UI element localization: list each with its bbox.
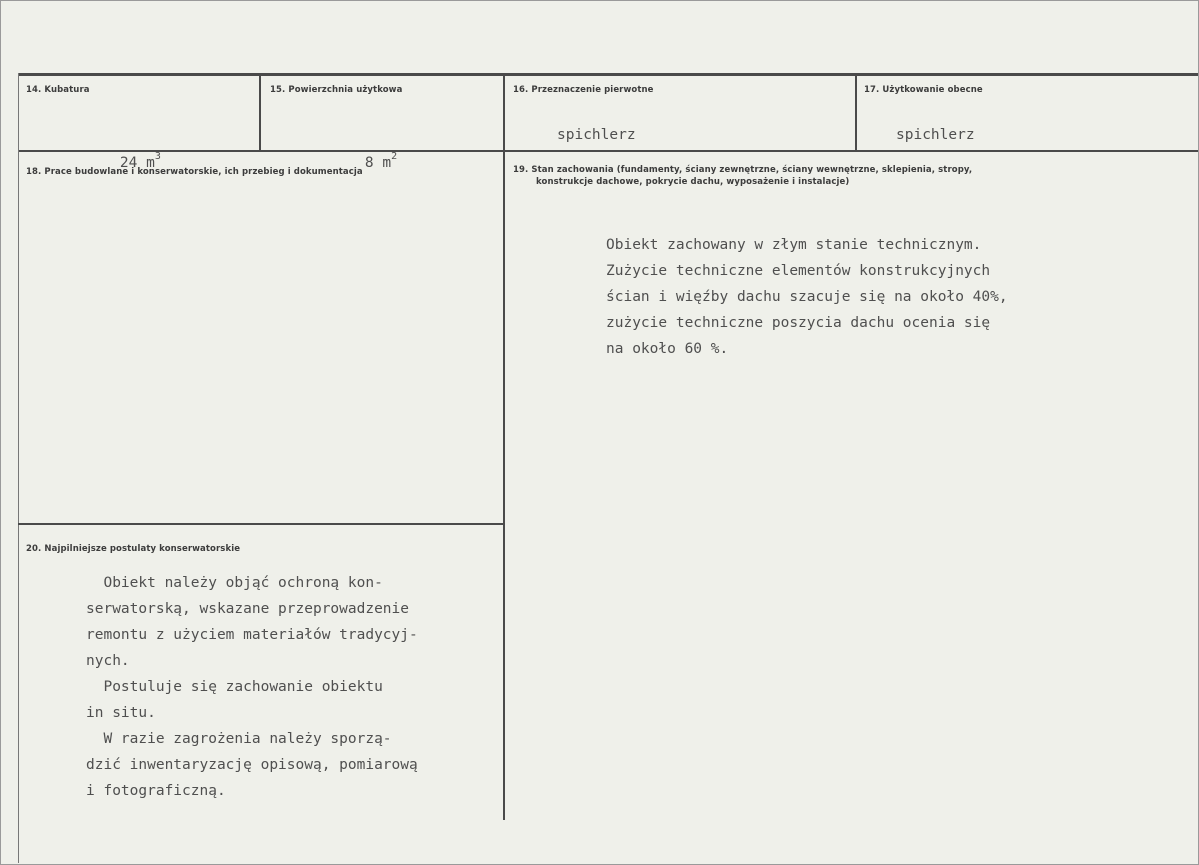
field15-value: [330, 120, 397, 202]
top-rule: [18, 73, 1198, 76]
field17-value: spichlerz: [896, 127, 975, 143]
field19-line: Zużycie techniczne elementów konstrukcyjnych: [606, 263, 991, 279]
section-18-20-rule: [18, 523, 503, 525]
field20-label: 20. Najpilniejsze postulaty konserwatorskie: [26, 544, 241, 554]
field14-value-text: 24 m: [119, 154, 155, 171]
field19-line: zużycie techniczne poszycia dachu ocenia się: [606, 315, 991, 331]
field19-text: [606, 232, 1008, 362]
field20-line: Postuluje się zachowanie obiektu: [86, 679, 383, 695]
divider-main: [503, 76, 505, 820]
field20-line: nych.: [86, 653, 130, 669]
field20-line: serwatorską, wskazane przeprowadzenie: [86, 601, 410, 617]
header-bottom-rule: [18, 150, 1198, 152]
field19-label-line2: konstrukcje dachowe, pokrycie dachu, wyposażenie i instalacje): [536, 177, 850, 187]
divider-16-17: [855, 76, 857, 151]
field14-value: [85, 120, 161, 202]
field16-value: spichlerz: [557, 127, 636, 143]
field14-unit-sup: 3: [154, 151, 161, 162]
divider-14-15: [259, 76, 261, 151]
divider-left-frame: [18, 73, 19, 863]
field20-line: i fotograficzną.: [86, 783, 226, 799]
field19-label-line1: 19. Stan zachowania (fundamenty, ściany zewnętrzne, ściany wewnętrzne, sklepienia, stropy,: [513, 165, 973, 175]
field15-unit-sup: 2: [391, 151, 398, 162]
field19-line: Obiekt zachowany w złym stanie technicznym.: [606, 237, 982, 253]
field17-label: 17. Użytkowanie obecne: [864, 85, 983, 95]
field18-label: 18. Prace budowlane i konserwatorskie, ich przebieg i dokumentacja: [26, 167, 363, 177]
field20-line: in situ.: [86, 705, 156, 721]
field20-line: Obiekt należy objąć ochroną kon-: [86, 575, 383, 591]
field14-label: 14. Kubatura: [26, 85, 90, 95]
field20-line: dzić inwentaryzację opisową, pomiarową: [86, 757, 418, 773]
field19-line: na około 60 %.: [606, 341, 729, 357]
field15-value-text: 8 m: [364, 154, 392, 171]
field16-label: 16. Przeznaczenie pierwotne: [513, 85, 654, 95]
field20-text: [86, 570, 418, 804]
field20-line: W razie zagrożenia należy sporzą-: [86, 731, 392, 747]
field19-line: ścian i więźby dachu szacuje się na około 40%,: [606, 289, 1008, 305]
field15-label: 15. Powierzchnia użytkowa: [270, 85, 403, 95]
field20-line: remontu z użyciem materiałów tradycyj-: [86, 627, 418, 643]
